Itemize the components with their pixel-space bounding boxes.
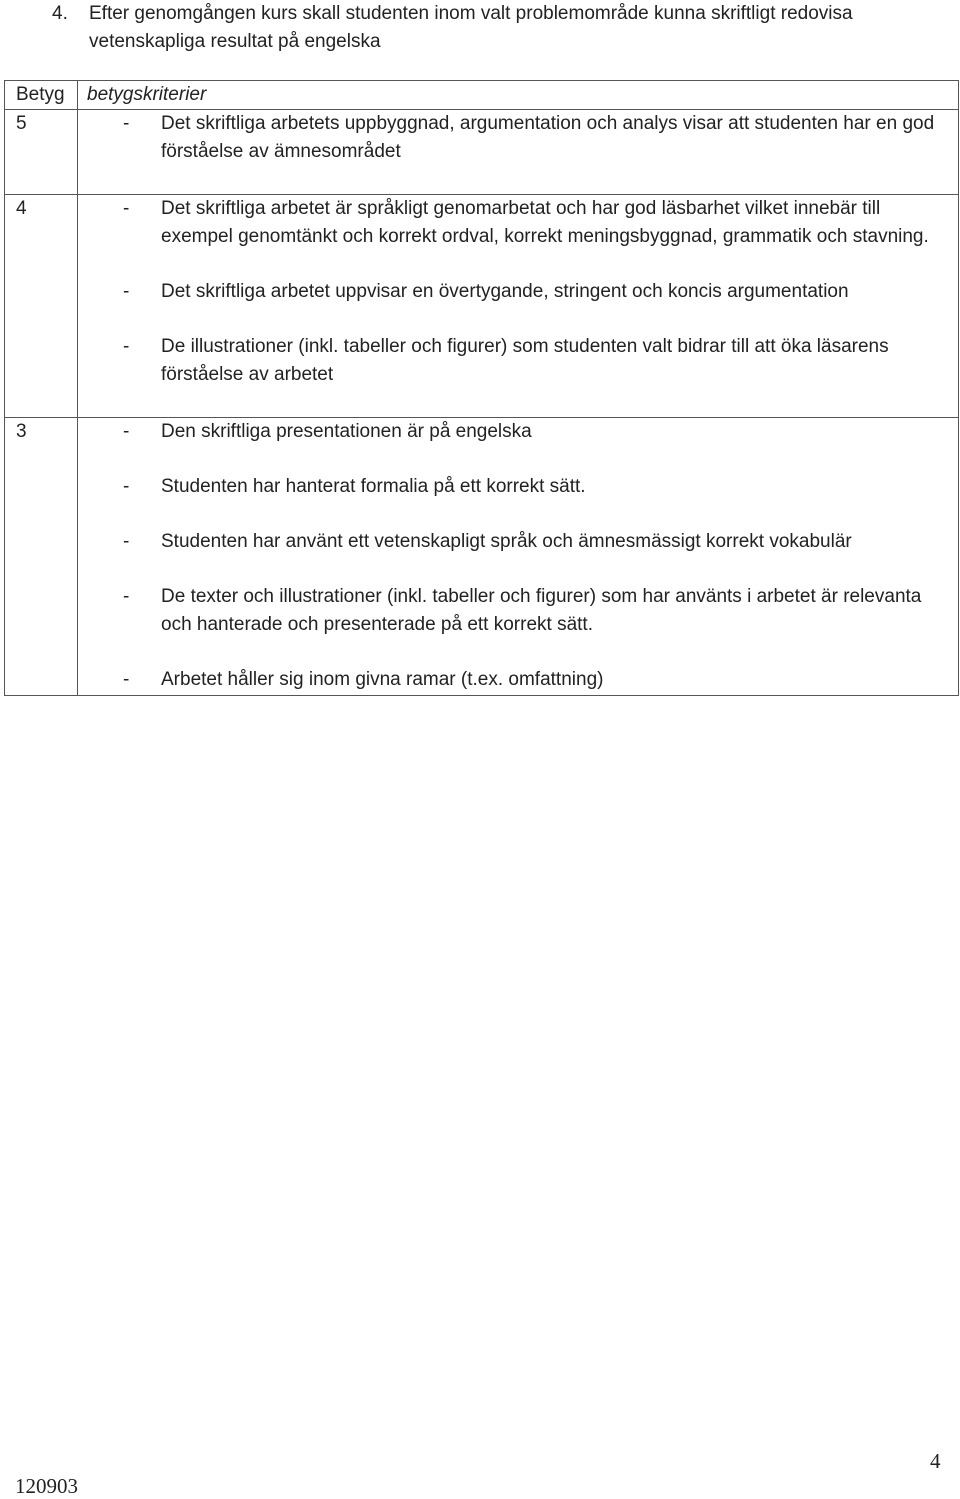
grade-value: 4: [5, 195, 78, 418]
criteria-cell: [78, 110, 959, 195]
criteria-cell: [78, 418, 959, 696]
list-item: [78, 110, 958, 166]
criterion-text: Det skriftliga arbetets uppbyggnad, argumentation och analys visar att studenten har en god förståelse av ämnesområdet: [161, 113, 935, 162]
criterion-text: Studenten har använt ett vetenskapligt språk och ämnesmässigt korrekt vokabulär: [161, 531, 852, 552]
objective-text: Efter genomgången kurs skall studenten inom valt problemområde kunna skriftligt redovisa vetenskapliga resultat på engelska: [89, 3, 853, 52]
grade-value: 3: [5, 418, 78, 696]
list-item: [78, 473, 958, 501]
criterion-text: De texter och illustrationer (inkl. tabeller och figurer) som har använts i arbetet är relevanta och hanterade och presenterade på ett korrekt sätt.: [161, 586, 922, 635]
table-header-row: [5, 81, 959, 110]
bullet: -: [123, 198, 130, 219]
criterion-text: Den skriftliga presentationen är på engelska: [161, 421, 532, 442]
criteria-cell: [78, 195, 959, 418]
criterion-text: Studenten har hanterat formalia på ett korrekt sätt.: [161, 476, 586, 497]
bullet: -: [123, 669, 130, 690]
bullet: -: [123, 476, 130, 497]
list-item: [78, 278, 958, 306]
criterion-text: Arbetet håller sig inom givna ramar (t.ex. omfattning): [161, 669, 604, 690]
grade-value: 5: [5, 110, 78, 195]
objective-number: 4.: [52, 3, 68, 24]
page-number: 4: [930, 1449, 941, 1473]
list-item: [78, 528, 958, 556]
list-item: [78, 418, 958, 446]
bullet: -: [123, 113, 130, 134]
header-grade: Betyg: [5, 81, 78, 110]
list-item: [78, 666, 958, 694]
bullet: -: [123, 586, 130, 607]
table-row: [5, 110, 959, 195]
table-row: [5, 195, 959, 418]
grading-criteria-table: [4, 80, 959, 696]
table-row: [5, 418, 959, 696]
bullet: -: [123, 336, 130, 357]
bullet: -: [123, 531, 130, 552]
bullet: -: [123, 421, 130, 442]
footer-date: 120903: [15, 1474, 78, 1498]
list-item: [78, 333, 958, 389]
list-item: [78, 195, 958, 251]
criterion-text: Det skriftliga arbetet är språkligt genomarbetat och har god läsbarhet vilket innebär till exempel genomtänkt och korrekt ordval, korrekt meningsbyggnad, grammatik och stavning.: [161, 198, 929, 247]
list-item: [78, 583, 958, 639]
criterion-text: Det skriftliga arbetet uppvisar en övertygande, stringent och koncis argumentation: [161, 281, 849, 302]
bullet: -: [123, 281, 130, 302]
criterion-text: De illustrationer (inkl. tabeller och figurer) som studenten valt bidrar till att öka läsarens förståelse av arbetet: [161, 336, 889, 385]
header-criteria: betygskriterier: [78, 81, 959, 110]
